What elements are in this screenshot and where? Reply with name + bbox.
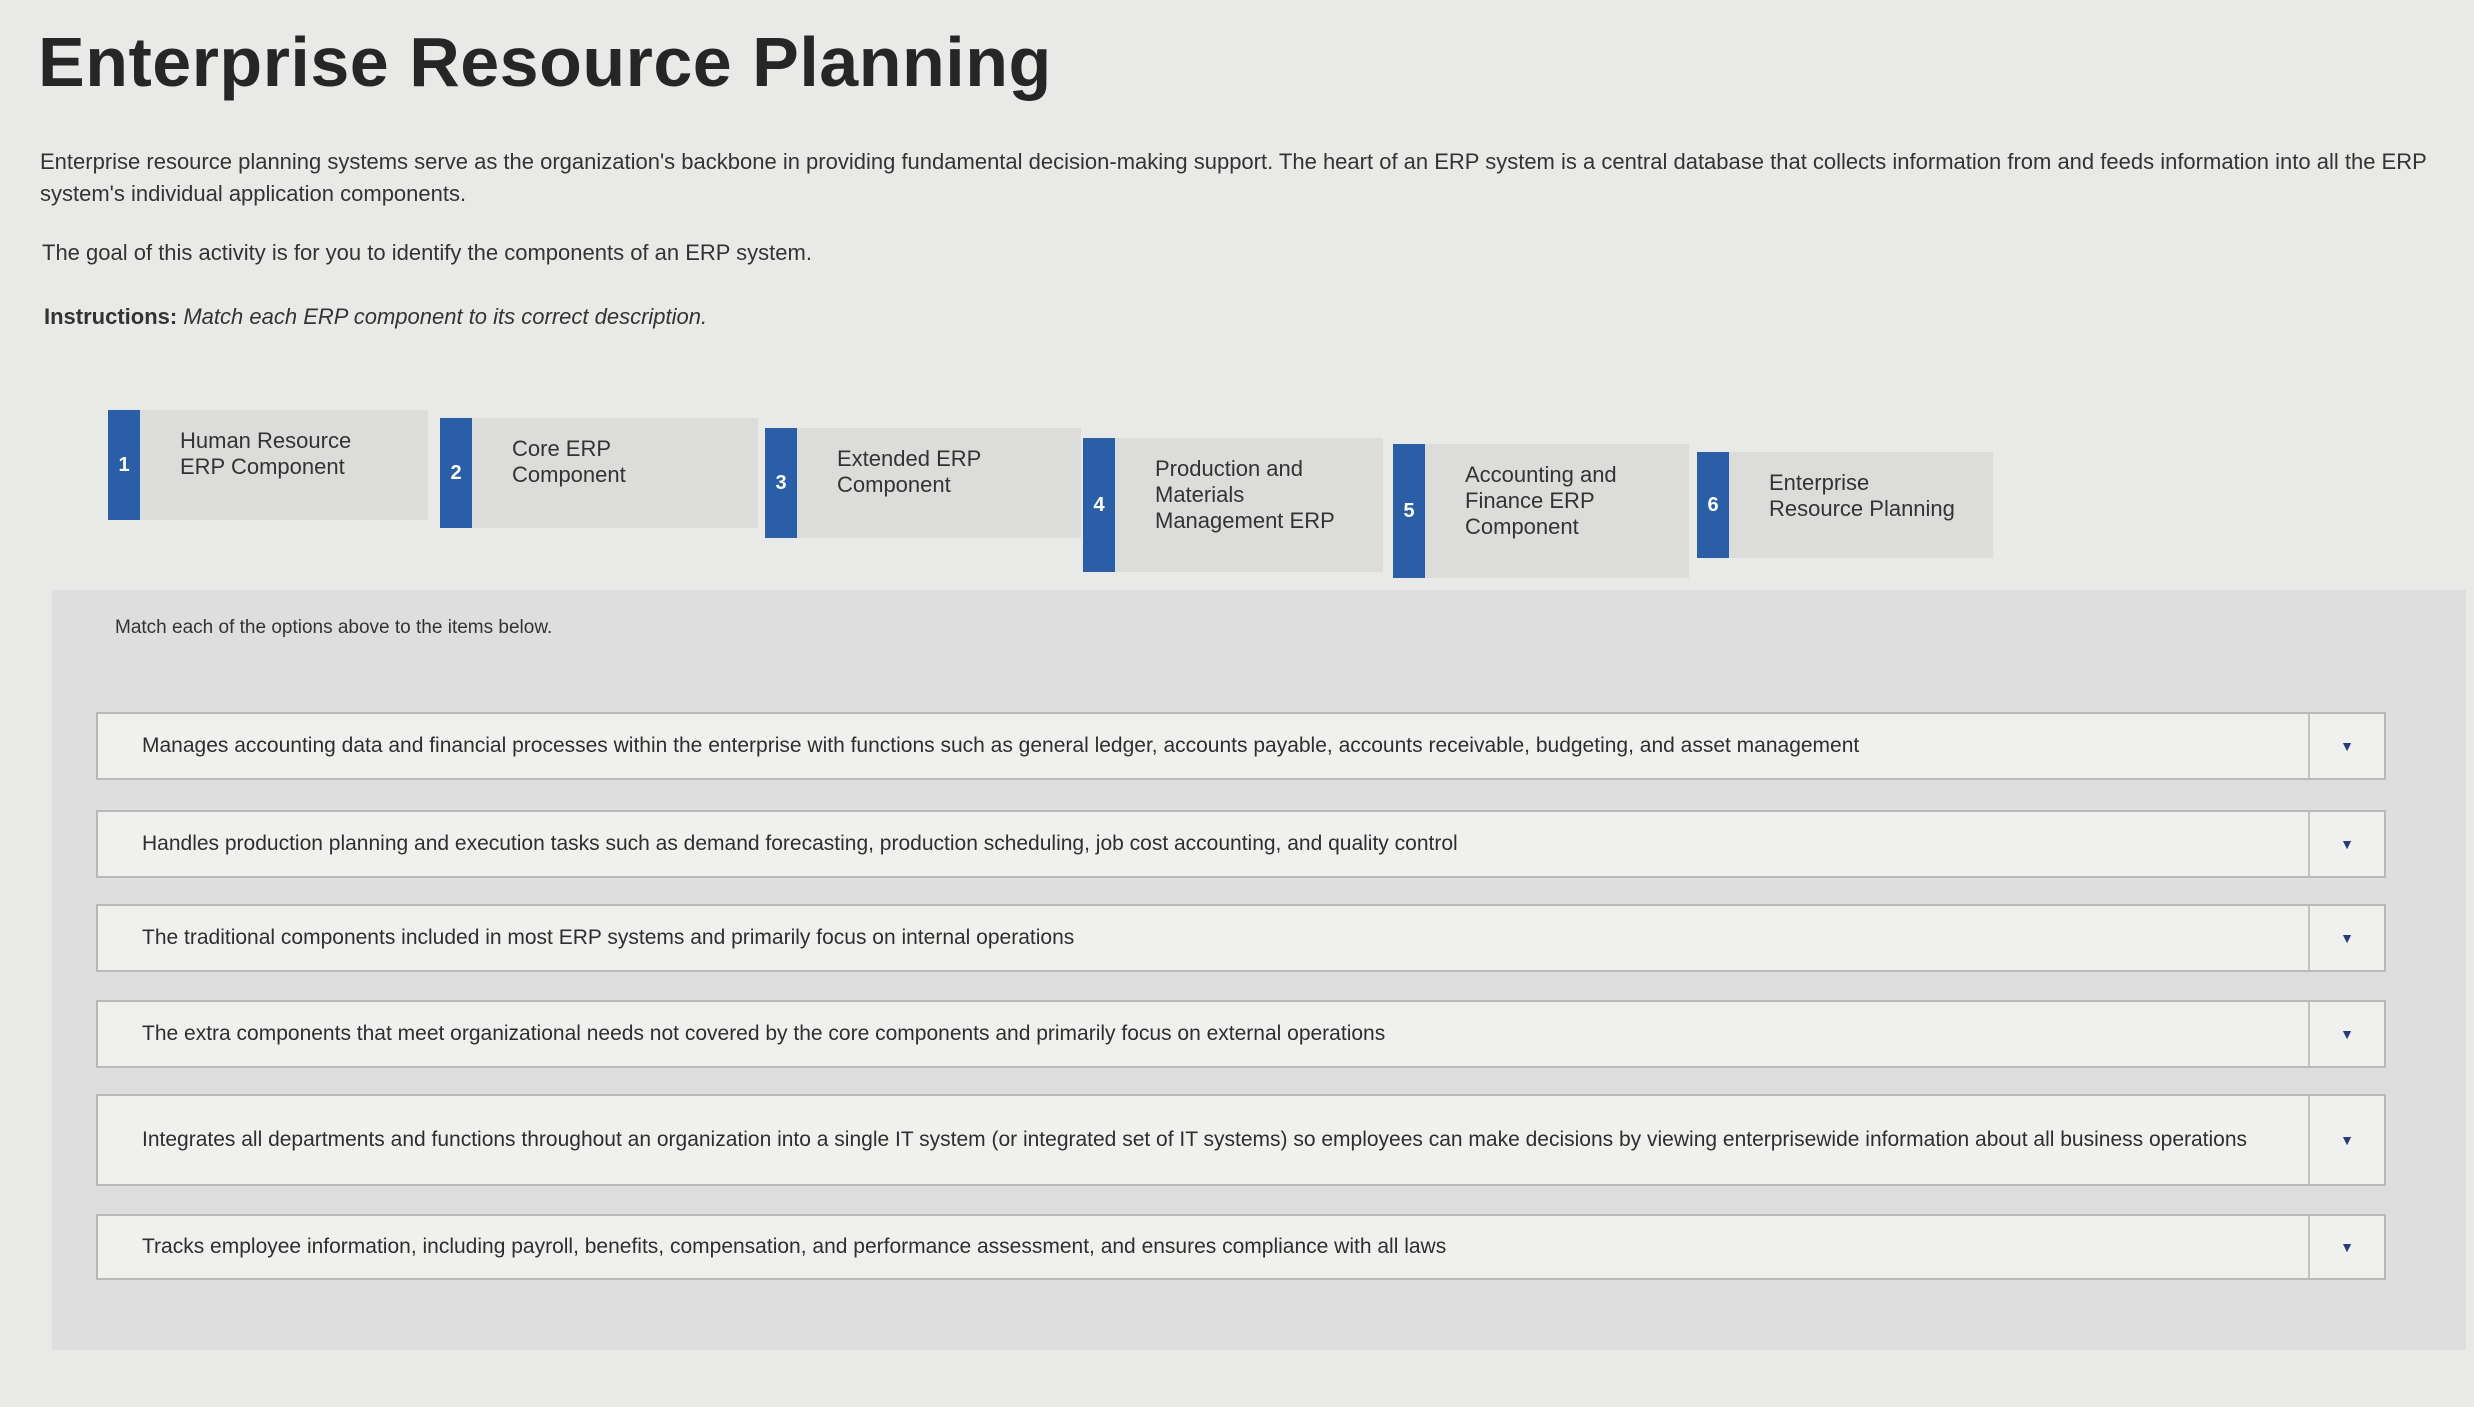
match-item-text: Integrates all departments and functions throughout an organization into a single IT system (or integrated set of IT systems) so employees can make decisions by viewing enterprisewide information about all business operations	[142, 1128, 2248, 1151]
page-title: Enterprise Resource Planning	[38, 23, 1052, 101]
intro-paragraph: Enterprise resource planning systems serve as the organization's backbone in providing fundamental decision-making support. The heart of an ERP system is a central database that collects information from and feeds information into all the ERP system's individual application components.	[40, 149, 2427, 206]
option-number-badge: 5	[1393, 444, 1425, 578]
option-number-badge: 6	[1697, 452, 1729, 558]
match-item-3[interactable]	[96, 904, 2386, 972]
match-item-text: Handles production planning and execution tasks such as demand forecasting, production scheduling, job cost accounting, and quality control	[142, 832, 1458, 855]
option-card-5[interactable]	[1393, 444, 1689, 578]
option-number-badge: 1	[108, 410, 140, 520]
caret-down-icon: ▼	[2340, 738, 2354, 754]
dropdown-toggle[interactable]	[2308, 812, 2384, 876]
option-card-3[interactable]	[765, 428, 1081, 538]
dropdown-toggle[interactable]	[2308, 906, 2384, 970]
option-label: Extended ERP Component	[837, 446, 981, 497]
match-item-text: The traditional components included in most ERP systems and primarily focus on internal operations	[142, 926, 1075, 949]
match-item-text: Tracks employee information, including payroll, benefits, compensation, and performance assessment, and ensures compliance with all laws	[142, 1235, 1447, 1258]
match-item-2[interactable]	[96, 810, 2386, 878]
option-card-1[interactable]	[108, 410, 428, 520]
option-label: Accounting and Finance ERP Component	[1465, 462, 1617, 539]
option-label: Production and Materials Management ERP	[1155, 456, 1335, 533]
dropdown-toggle[interactable]	[2308, 1216, 2384, 1278]
option-number-badge: 4	[1083, 438, 1115, 572]
matching-instruction: Match each of the options above to the items below.	[115, 617, 553, 638]
goal-text: The goal of this activity is for you to identify the components of an ERP system.	[42, 240, 812, 265]
caret-down-icon: ▼	[2340, 836, 2354, 852]
dropdown-toggle[interactable]	[2308, 1096, 2384, 1184]
option-card-4[interactable]	[1083, 438, 1383, 572]
caret-down-icon: ▼	[2340, 1026, 2354, 1042]
caret-down-icon: ▼	[2340, 1132, 2354, 1148]
match-item-4[interactable]	[96, 1000, 2386, 1068]
option-label: Human Resource ERP Component	[180, 428, 352, 479]
caret-down-icon: ▼	[2340, 1239, 2354, 1255]
option-card-6[interactable]	[1697, 452, 1993, 558]
match-item-5[interactable]	[96, 1094, 2386, 1186]
instructions	[44, 304, 707, 330]
dropdown-toggle[interactable]	[2308, 714, 2384, 778]
option-number-badge: 2	[440, 418, 472, 528]
match-item-text: Manages accounting data and financial processes within the enterprise with functions such as general ledger, accounts payable, accounts receivable, budgeting, and asset management	[142, 734, 1860, 757]
option-label: Enterprise Resource Planning	[1769, 470, 1955, 521]
option-card-2[interactable]	[440, 418, 758, 528]
match-item-6[interactable]	[96, 1214, 2386, 1280]
match-item-1[interactable]	[96, 712, 2386, 780]
option-label: Core ERP Component	[512, 436, 626, 487]
instructions-label: Instructions:	[44, 304, 178, 329]
instructions-text: Match each ERP component to its correct description.	[183, 304, 708, 329]
match-item-text: The extra components that meet organizational needs not covered by the core components and primarily focus on external operations	[142, 1022, 1386, 1045]
dropdown-toggle[interactable]	[2308, 1002, 2384, 1066]
caret-down-icon: ▼	[2340, 930, 2354, 946]
option-number-badge: 3	[765, 428, 797, 538]
